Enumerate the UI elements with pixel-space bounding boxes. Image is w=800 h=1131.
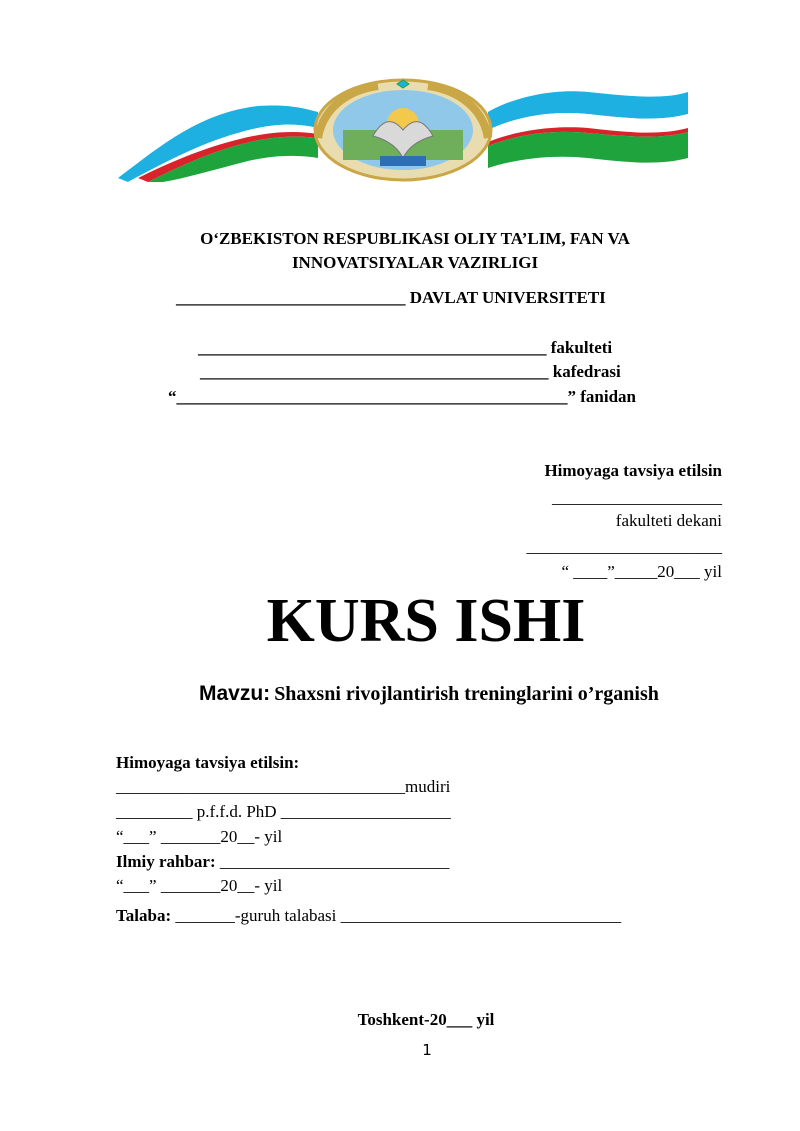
student-line (116, 906, 621, 926)
approval-left-date-1: “___” _______20__- yil (116, 827, 283, 846)
topic (199, 682, 659, 706)
faculty-line: _________________________________________ fakulteti (198, 338, 613, 357)
page-number: 1 (422, 1041, 432, 1059)
student-group-line: _______-guruh talabasi _________________________________ (171, 906, 622, 925)
ministry-line-2: INNOVATSIYALAR VAZIRLIGI (291, 253, 539, 272)
approval-left-title: Himoyaga tavsiya etilsin: (116, 753, 300, 772)
advisor-signature: ___________________________ (215, 852, 450, 871)
department-line: _________________________________________ kafedrasi (200, 362, 621, 381)
advisor-line (116, 852, 449, 872)
approval-right-date: “ ____”_____20___ yil (561, 562, 722, 581)
head-line: __________________________________mudiri (116, 777, 451, 796)
approval-right-signature-line: ____________________ (552, 488, 722, 507)
emblem-circle (315, 80, 491, 180)
advisor-label: Ilmiy rahbar: (116, 852, 216, 871)
phd-line: _________ p.f.f.d. PhD ____________________ (116, 802, 451, 821)
city-year: Toshkent-20___ yil (357, 1010, 495, 1029)
university-line: ___________________________ DAVLAT UNIVERSITETI (176, 288, 606, 307)
topic-value: Shaxsni rivojlantirish treninglarini o’rganish (274, 683, 659, 705)
ministry-line-1: O‘ZBEKISTON RESPUBLIKASI OLIY TA’LIM, FAN VA (200, 229, 630, 248)
approval-left-date-2: “___” _______20__- yil (116, 876, 283, 895)
left-flag-ribbon (118, 105, 318, 182)
subject-line: “______________________________________________” fanidan (168, 387, 636, 406)
right-flag-ribbon (488, 91, 688, 168)
student-label: Talaba: (116, 906, 172, 925)
topic-label: Mavzu: (199, 682, 271, 705)
dean-label: fakulteti dekani (615, 511, 722, 530)
approval-right-signature-line-2: _______________________ (526, 537, 722, 556)
state-emblem-icon (118, 78, 688, 182)
page-title: KURS ISHI (266, 587, 586, 655)
approval-right-title: Himoyaga tavsiya etilsin (544, 461, 722, 480)
